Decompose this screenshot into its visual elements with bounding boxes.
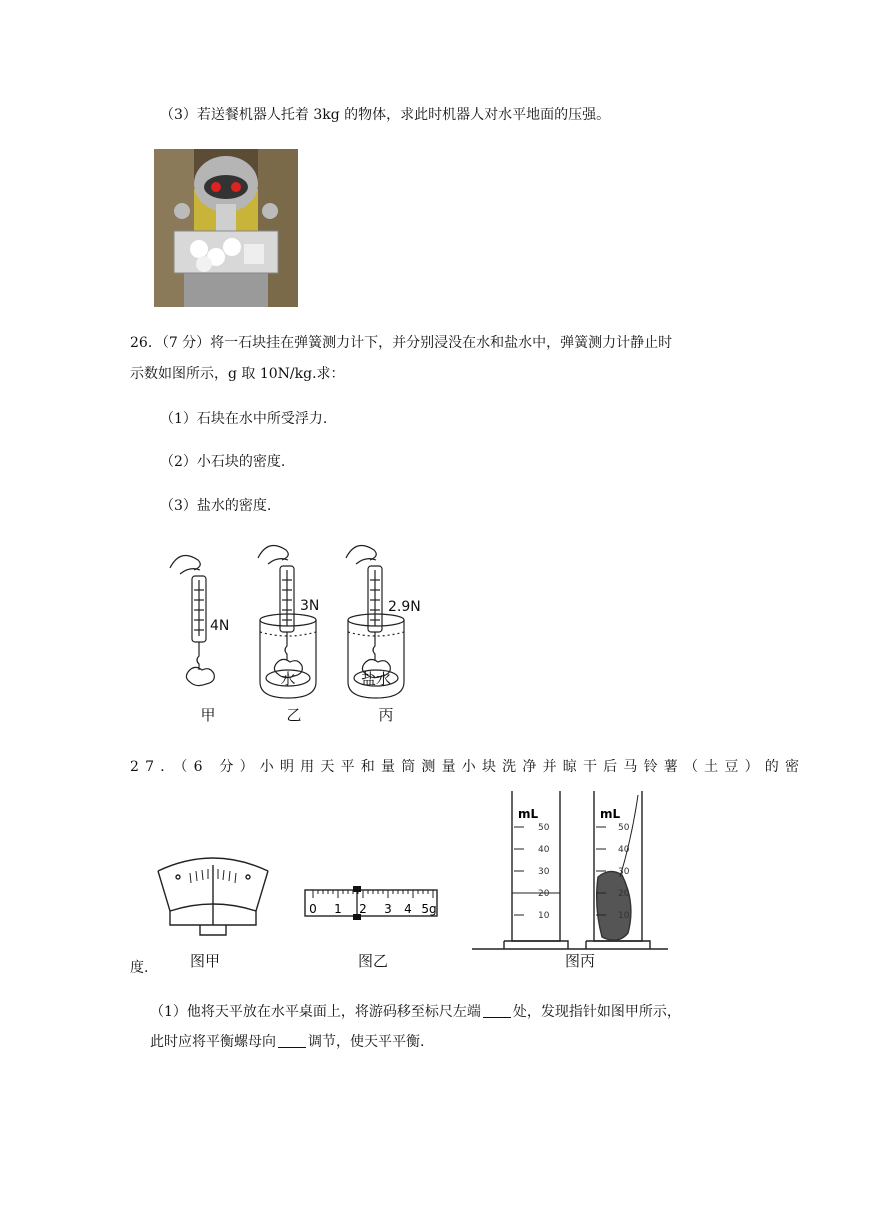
reading-jia: 4N (210, 618, 230, 634)
reading-bing: 2.9N (388, 599, 421, 615)
cyl-left-tick-10: 10 (538, 911, 550, 921)
cyl-left-tick-50: 50 (538, 823, 550, 833)
ruler-tick-2: 2 (359, 902, 367, 916)
q27-part1-line1-b: 处，发现指针如图甲所示， (512, 1004, 681, 1020)
caption-figure-bing: 图丙 (564, 952, 596, 970)
ruler-tick-5g: 5g (421, 902, 437, 916)
answer-blank-1[interactable] (483, 1003, 511, 1018)
q27-part1-line2-b: 调节，使天平平衡. (308, 1034, 425, 1050)
caption-jia: 甲 (200, 706, 216, 724)
robot-photo (154, 149, 298, 307)
answer-blank-2[interactable] (278, 1033, 306, 1048)
q25-part3: （3）若送餐机器人托着 3kg 的物体，求此时机器人对水平地面的压强。 (160, 107, 611, 123)
q27-part1-line2 (150, 1032, 424, 1052)
cyl-right-tick-10: 10 (618, 911, 630, 921)
cylinder-unit-left: mL (518, 807, 539, 821)
q27-part1-line1 (150, 1002, 681, 1022)
q26-part3: （3）盐水的密度. (160, 498, 272, 514)
ruler-tick-1: 1 (334, 902, 342, 916)
balance-dial-icon (158, 858, 268, 935)
q27-stem-tail: 度. (130, 960, 149, 976)
cylinder-unit-right: mL (600, 807, 621, 821)
beaker-yi-label: 水 (280, 670, 296, 688)
cyl-left-tick-30: 30 (538, 867, 550, 877)
q26-stem-line1: 26．（7 分）将一石块挂在弹簧测力计下，并分别浸没在水和盐水中，弹簧测力计静止时 (130, 335, 673, 351)
q26-stem-line2: 示数如图所示，g 取 10N/kg.求： (130, 366, 345, 382)
cyl-left-tick-40: 40 (538, 845, 550, 855)
cyl-right-tick-50: 50 (618, 823, 630, 833)
q26-part2: （2）小石块的密度. (160, 454, 286, 470)
graduated-cylinders-icon (472, 791, 668, 949)
balance-ruler-icon (305, 886, 437, 920)
beaker-bing-label: 盐水 (360, 670, 392, 688)
ruler-tick-4: 4 (404, 902, 412, 916)
q27-stem-line1: 27．（6 分）小明用天平和量筒测量小块洗净并晾干后马铃薯（土豆）的密 (130, 759, 806, 775)
ruler-tick-0: 0 (309, 902, 317, 916)
caption-figure-jia: 图甲 (189, 952, 221, 970)
ruler-tick-3: 3 (384, 902, 392, 916)
q27-figure (150, 785, 680, 975)
caption-yi: 乙 (286, 706, 302, 724)
caption-bing: 丙 (378, 706, 394, 724)
q27-part1-line2-a: 此时应将平衡螺母向 (150, 1034, 276, 1050)
cyl-right-tick-20: 20 (618, 889, 630, 899)
reading-yi: 3N (300, 598, 320, 614)
cyl-right-tick-40: 40 (618, 845, 630, 855)
cyl-right-tick-30: 30 (618, 867, 630, 877)
q27-part1-line1-a: （1）他将天平放在水平桌面上，将游码移至标尺左端 (150, 1004, 481, 1020)
q26-part1: （1）石块在水中所受浮力. (160, 411, 328, 427)
q26-spring-scale-figure (150, 540, 440, 730)
caption-figure-yi: 图乙 (357, 952, 389, 970)
cyl-left-tick-20: 20 (538, 889, 550, 899)
